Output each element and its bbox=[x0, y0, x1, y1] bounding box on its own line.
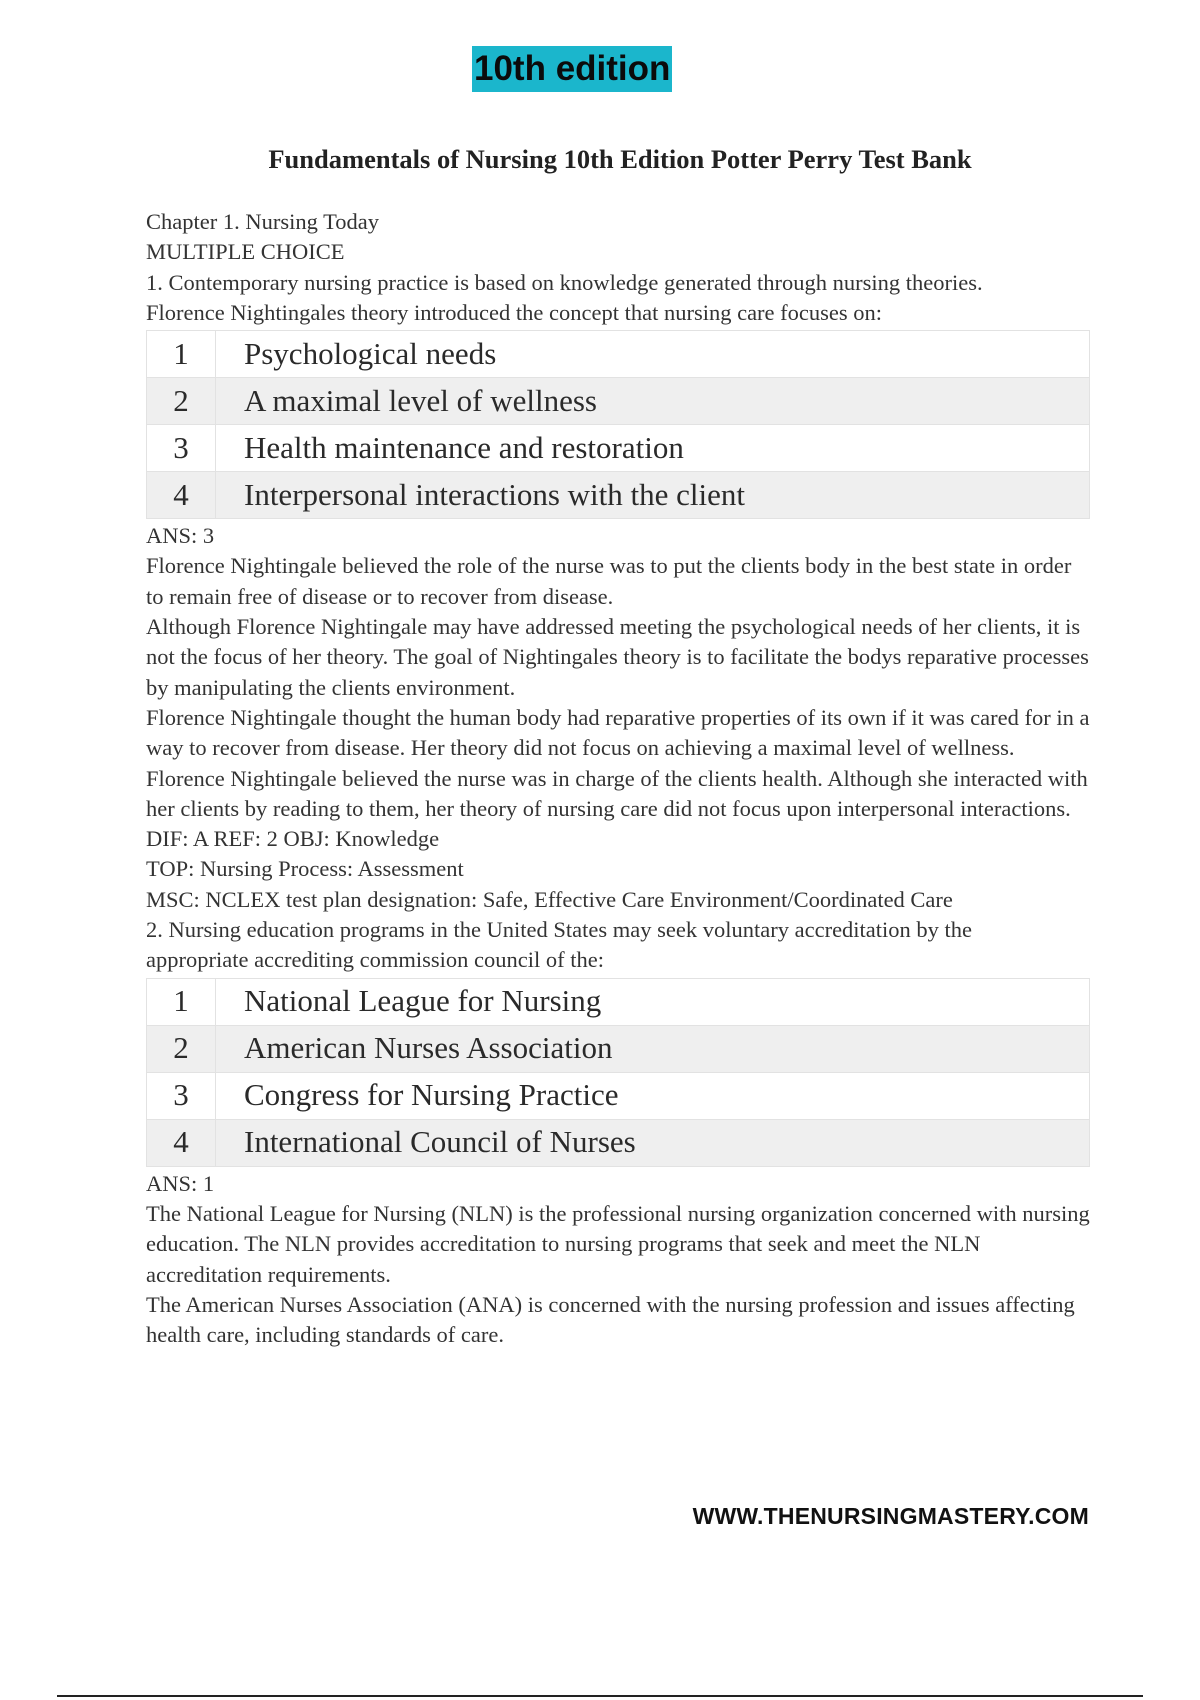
option-text: American Nurses Association bbox=[216, 1025, 1090, 1072]
option-row bbox=[147, 1025, 1090, 1072]
question-meta-dif: DIF: A REF: 2 OBJ: Knowledge bbox=[146, 826, 440, 852]
option-row bbox=[147, 1119, 1090, 1166]
chapter-heading: Chapter 1. Nursing Today bbox=[146, 209, 379, 234]
option-number: 4 bbox=[147, 1119, 216, 1166]
option-number: 1 bbox=[147, 331, 216, 378]
option-row bbox=[147, 378, 1090, 425]
rationale-paragraph: Florence Nightingale believed the nurse was in charge of the clients health. Although she interacted with her clients by reading to them, her theory of nursing care did not focus upon interpersonal interactions. bbox=[146, 765, 1088, 821]
options-table bbox=[146, 978, 1090, 1167]
question-stem: 1. Contemporary nursing practice is based on knowledge generated through nursing theories. bbox=[146, 269, 983, 295]
option-number: 3 bbox=[147, 425, 216, 472]
option-text: Interpersonal interactions with the client bbox=[216, 472, 1090, 519]
question-stem: 2. Nursing education programs in the United States may seek voluntary accreditation by the bbox=[146, 917, 973, 943]
option-number: 2 bbox=[147, 1025, 216, 1072]
option-number: 4 bbox=[147, 472, 216, 519]
option-row bbox=[147, 472, 1090, 519]
option-row bbox=[147, 425, 1090, 472]
question-stem: appropriate accrediting commission council of the: bbox=[146, 947, 604, 973]
option-text: A maximal level of wellness bbox=[216, 378, 1090, 425]
question-1 bbox=[146, 268, 1090, 915]
option-number: 1 bbox=[147, 978, 216, 1025]
question-stem: Florence Nightingales theory introduced the concept that nursing care focuses on: bbox=[146, 299, 883, 325]
rationale-paragraph: Florence Nightingale thought the human body had reparative properties of its own if it was cared for in a way to recover from disease. Her theory did not focus on achieving a maximal level of wellness. bbox=[146, 704, 1090, 761]
option-number: 3 bbox=[147, 1072, 216, 1119]
rationale-paragraph: Florence Nightingale believed the role of the nurse was to put the clients body in the best state in order to remain free of disease or to recover from disease. bbox=[146, 553, 1072, 609]
option-text: International Council of Nurses bbox=[216, 1119, 1090, 1166]
document-body bbox=[146, 207, 1090, 1350]
footer-url: WWW.THENURSINGMASTERY.COM bbox=[692, 1503, 1089, 1529]
edition-badge: 10th edition bbox=[472, 46, 672, 92]
rationale-paragraph: The American Nurses Association (ANA) is concerned with the nursing profession and issues affecting health care, including standards of care. bbox=[146, 1291, 1075, 1348]
option-text: National League for Nursing bbox=[216, 978, 1090, 1025]
document-title: Fundamentals of Nursing 10th Edition Potter Perry Test Bank bbox=[268, 144, 972, 174]
options-table bbox=[146, 330, 1090, 519]
option-row bbox=[147, 978, 1090, 1025]
option-text: Congress for Nursing Practice bbox=[216, 1072, 1090, 1119]
option-row bbox=[147, 331, 1090, 378]
question-meta-msc: MSC: NCLEX test plan designation: Safe, Effective Care Environment/Coordinated Care bbox=[146, 886, 953, 912]
bottom-divider bbox=[57, 1695, 1143, 1697]
option-text: Health maintenance and restoration bbox=[216, 425, 1090, 472]
section-heading: MULTIPLE CHOICE bbox=[146, 239, 345, 265]
rationale-paragraph: The National League for Nursing (NLN) is the professional nursing organization concerned with nursing education. The NLN provides accreditation to nursing programs that seek and meet the NLN accreditation requirements. bbox=[146, 1200, 1090, 1287]
question-meta-top: TOP: Nursing Process: Assessment bbox=[146, 856, 464, 882]
answer-key: ANS: 3 bbox=[146, 523, 215, 549]
question-2 bbox=[146, 915, 1090, 1350]
option-row bbox=[147, 1072, 1090, 1119]
option-text: Psychological needs bbox=[216, 331, 1090, 378]
rationale-paragraph: Although Florence Nightingale may have addressed meeting the psychological needs of her clients, it is not the focus of her theory. The goal of Nightingales theory is to facilitate the bodys reparative processes by manipulating the clients environment. bbox=[146, 614, 1089, 700]
option-number: 2 bbox=[147, 378, 216, 425]
answer-key: ANS: 1 bbox=[146, 1170, 215, 1196]
